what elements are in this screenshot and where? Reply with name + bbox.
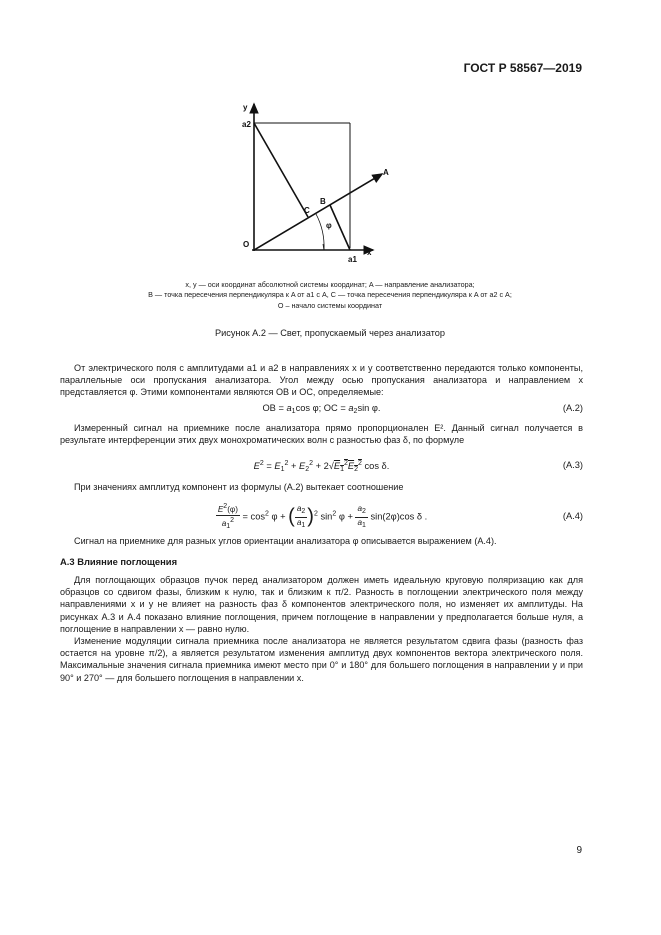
figure-a2-diagram	[228, 96, 388, 266]
label-B: B	[320, 197, 326, 206]
equation-a4	[60, 502, 583, 532]
equation-number: (A.2)	[562, 403, 583, 413]
legend-line: O – начало системы координат	[277, 300, 383, 310]
figure-legend	[60, 280, 600, 311]
equation-a3	[60, 460, 583, 474]
label-phi: φ	[326, 221, 332, 230]
paragraph-text: Сигнал на приемнике для разных углов ориентации анализатора φ описывается выражением (A.4).	[74, 536, 497, 546]
equation-number: (A.3)	[562, 460, 583, 470]
paragraph-text: При значениях амплитуд компонент из формулы (A.2) вытекает соотношение	[74, 482, 404, 492]
paragraph	[60, 574, 583, 635]
label-y: y	[243, 103, 248, 112]
equation-body: $\frac{E2(\varphi)}{a12}$ = $\cos^2 \varphi$ + ( $\frac{a2}{a1}$ )$^2$ $\sin^2 \varphi$ + $\frac{a2}{a1}$ sin(2φ)cos δ .	[217, 503, 428, 530]
paragraph-text: Для поглощающих образцов пучок перед анализатором должен иметь идеальную круговую поляризацию как для образцов со сдвигом фазы, близким к нулю, так и близким к π/2. Разность в поглощении электрического поля между направлениями x и y не влияет на разность фаз δ компонентов электрического поля, но изменяет их амплитуды. На рисунках A.3 и A.4 показано влияние поглощения, причем поглощение в направлении y предполагается больше нуля, а поглощение в направлении x — равно нулю.	[60, 575, 583, 634]
page-number: 9	[576, 845, 582, 856]
equation-body: OB = $a_1\cos$ φ; OC = $a_2\sin$ φ.	[262, 403, 381, 415]
figure-a2	[228, 96, 388, 266]
legend-line: x, y — оси координат абсолютной системы координат; A — направление анализатора;	[185, 280, 475, 289]
figure-caption: Рисунок А.2 — Свет, пропускаемый через анализатор	[214, 328, 445, 338]
label-x: x	[367, 248, 372, 257]
analyzer-line	[254, 174, 382, 250]
equation-number: (A.4)	[562, 511, 583, 521]
paragraph	[60, 362, 583, 399]
paragraph	[60, 422, 583, 446]
label-O: O	[243, 240, 250, 249]
label-a2: a2	[242, 120, 251, 129]
label-A: A	[383, 168, 389, 177]
label-C: C	[304, 206, 310, 215]
equation-a2	[60, 403, 583, 417]
paragraph-text: Измеренный сигнал на приемнике после анализатора прямо пропорционален E². Данный сигнал получается в результате интерференции этих двух монохроматических волн с разностью фаз δ, по формуле	[60, 423, 583, 446]
standard-code: ГОСТ Р 58567—2019	[463, 61, 582, 75]
paragraph	[60, 635, 583, 684]
perp-a2	[254, 123, 308, 217]
legend-line: B — точка пересечения перпендикуляра к A от a1 с A, C — точка пересечения перпендикуляра к A от a2 с A;	[148, 290, 512, 300]
perp-a1	[330, 205, 350, 250]
paragraph-text: От электрического поля с амплитудами a1 и a2 в направлениях x и y соответственно передаются только компоненты, параллельные оси пропускания анализатора. Угол между осью пропускания анализатора и направлением x представляется φ. Этими компонентами являются OB и OC, определяемые:	[60, 363, 583, 398]
equation-body: $E^2 = E_1^2 + E_2^2 + 2√E_1^2E_2^2$ cos δ.	[253, 460, 390, 473]
label-a1: a1	[348, 255, 357, 264]
section-title: А.3 Влияние поглощения	[60, 556, 178, 567]
paragraph	[60, 481, 583, 493]
paragraph-text: Изменение модуляции сигнала приемника после анализатора не является результатом сдвига фазы (разность фаз остается на уровне π/2), а является результатом изменения амплитуд двух компонентов вектора электрического поля. Максимальные значения сигнала приемника имеют место при 0° и 180° для большего поглощения в направлении y и при 90° и 270° — для большего поглощения в направлении x.	[60, 636, 583, 683]
paragraph	[60, 535, 583, 547]
